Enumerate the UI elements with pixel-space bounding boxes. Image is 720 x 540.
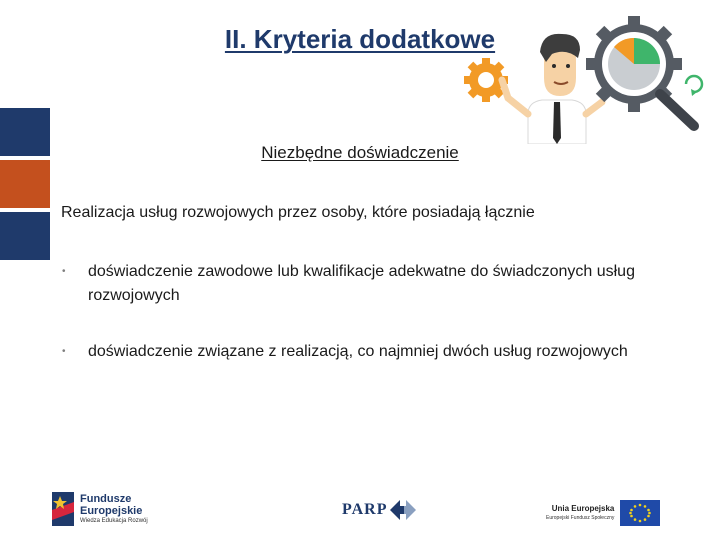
fe-subtitle: Wiedza Edukacja Rozwój [80,517,148,524]
list-item [60,260,680,308]
businessman-icon [502,34,602,144]
fe-flag-icon [52,492,74,526]
accent-bar-bottom [0,212,50,260]
magnifier-handle-icon [660,94,694,126]
bullet-text: doświadczenie związane z realizacją, co najmniej dwóch usług rozwojowych [88,343,628,360]
bullet-list [60,260,680,396]
refresh-arrow-icon [686,76,702,96]
fe-line1: Fundusze [80,492,132,505]
fundusze-europejskie-logo [52,492,148,526]
slide-title: II. Kryteria dodatkowe [224,24,496,54]
accent-bars [0,108,50,264]
parp-text: PARP [342,501,388,518]
subtitle: Niezbędne doświadczenie [261,143,459,162]
fe-line2: Europejskie [80,504,143,517]
bullet-marker: • [62,346,66,357]
ue-subtitle: Europejski Fundusz Społeczny [546,515,615,521]
accent-bar-middle [0,160,50,208]
list-item [60,340,680,364]
ue-line1: Unia Europejska [551,504,615,513]
businessman-gears-illustration [462,14,720,144]
intro-text: Realizacja usług rozwojowych przez osoby, które posiadają łącznie [61,204,535,221]
unia-europejska-logo [546,500,660,526]
eu-flag-icon [620,500,660,526]
parp-arrows-icon [390,498,416,522]
bullet-marker: • [62,266,66,277]
parp-logo [342,498,416,522]
bullet-text: doświadczenie zawodowe lub kwalifikacje adekwatne do świadczonych usług rozwojowych [88,263,635,304]
